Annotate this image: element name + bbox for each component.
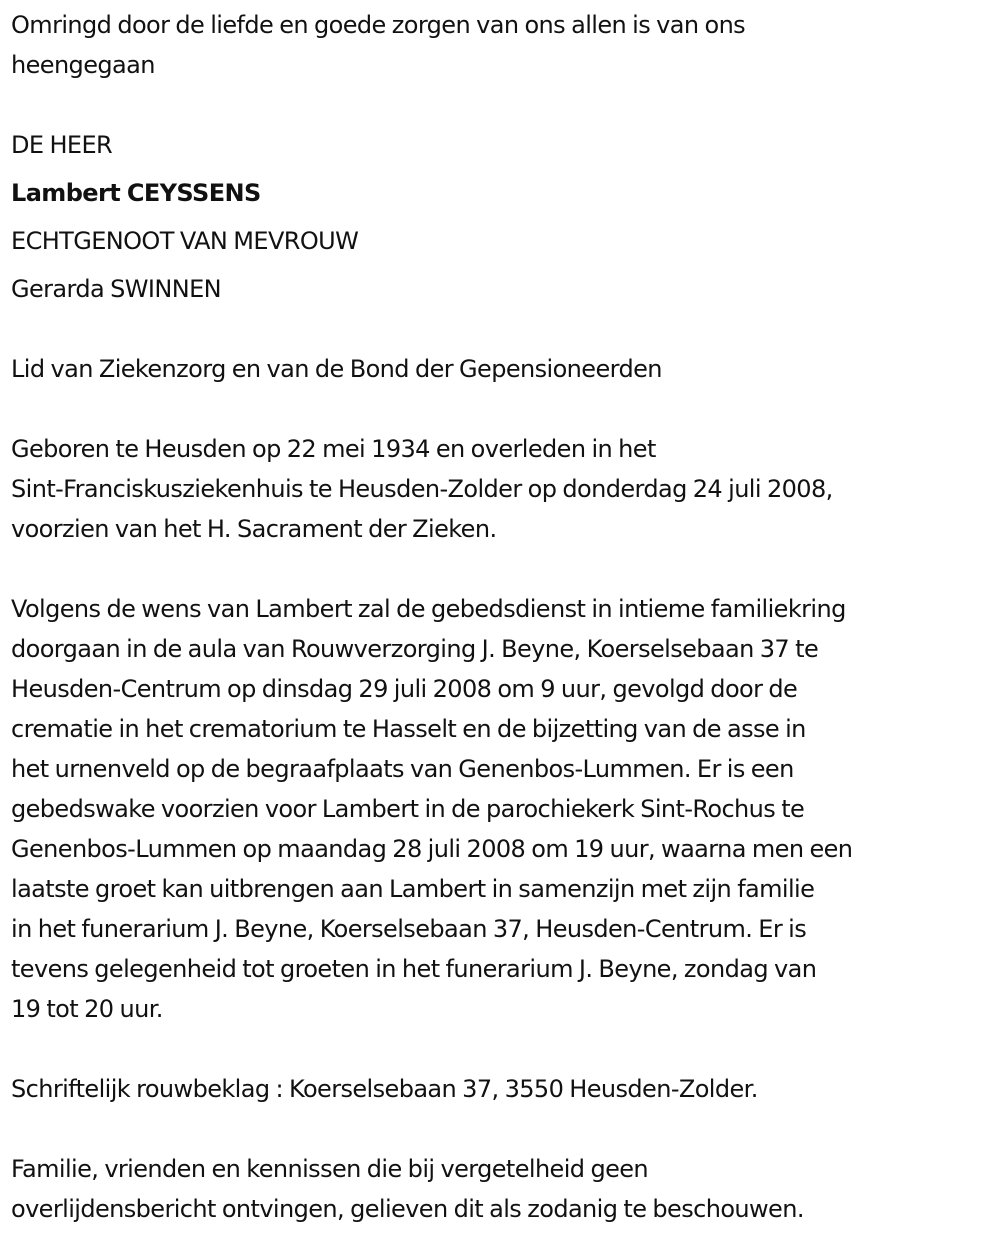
spouse-label: ECHTGENOOT VAN MEVROUW [11,227,359,255]
closing-line: Familie, vrienden en kennissen die bij vergetelheid geen [11,1155,649,1183]
membership-paragraph [11,349,996,389]
birth-death-paragraph [11,429,996,549]
service-line: gebedswake voorzien voor Lambert in de parochiekerk Sint-Rochus te [11,795,805,823]
obituary-notice [11,5,996,1229]
service-line: laatste groet kan uitbrengen aan Lambert in samenzijn met zijn familie [11,875,815,903]
intro-paragraph [11,5,996,85]
deceased-name: Lambert CEYSSENS [11,179,261,207]
spacer [11,549,996,589]
honorific: DE HEER [11,131,113,159]
condolence-address: Schriftelijk rouwbeklag : Koerselsebaan 37, 3550 Heusden-Zolder. [11,1075,758,1103]
service-line: het urnenveld op de begraafplaats van Genenbos-Lummen. Er is een [11,755,794,783]
service-line: in het funerarium J. Beyne, Koerselsebaan 37, Heusden-Centrum. Er is [11,915,807,943]
spacer [11,1029,996,1069]
service-paragraph [11,589,996,1029]
service-line: Genenbos-Lummen op maandag 28 juli 2008 om 19 uur, waarna men een [11,835,853,863]
birth-death-line: Sint-Franciskusziekenhuis te Heusden-Zolder op donderdag 24 juli 2008, [11,475,833,503]
deceased-title-block [11,121,996,313]
service-line: Heusden-Centrum op dinsdag 29 juli 2008 om 9 uur, gevolgd door de [11,675,798,703]
service-line: 19 tot 20 uur. [11,995,163,1023]
service-line: Volgens de wens van Lambert zal de gebedsdienst in intieme familiekring [11,595,846,623]
intro-line: Omringd door de liefde en goede zorgen van ons allen is van ons [11,11,746,39]
spacer [11,309,996,349]
birth-death-line: voorzien van het H. Sacrament der Zieken. [11,515,497,543]
spouse-name: Gerarda SWINNEN [11,275,222,303]
condolence-paragraph [11,1069,996,1109]
closing-paragraph [11,1149,996,1229]
birth-death-line: Geboren te Heusden op 22 mei 1934 en overleden in het [11,435,656,463]
intro-line: heengegaan [11,51,155,79]
spacer [11,1109,996,1149]
spacer [11,389,996,429]
spacer [11,85,996,125]
membership-text: Lid van Ziekenzorg en van de Bond der Gepensioneerden [11,355,662,383]
service-line: tevens gelegenheid tot groeten in het funerarium J. Beyne, zondag van [11,955,817,983]
service-line: crematie in het crematorium te Hasselt en de bijzetting van de asse in [11,715,806,743]
service-line: doorgaan in de aula van Rouwverzorging J. Beyne, Koerselsebaan 37 te [11,635,819,663]
closing-line: overlijdensbericht ontvingen, gelieven dit als zodanig te beschouwen. [11,1195,804,1223]
